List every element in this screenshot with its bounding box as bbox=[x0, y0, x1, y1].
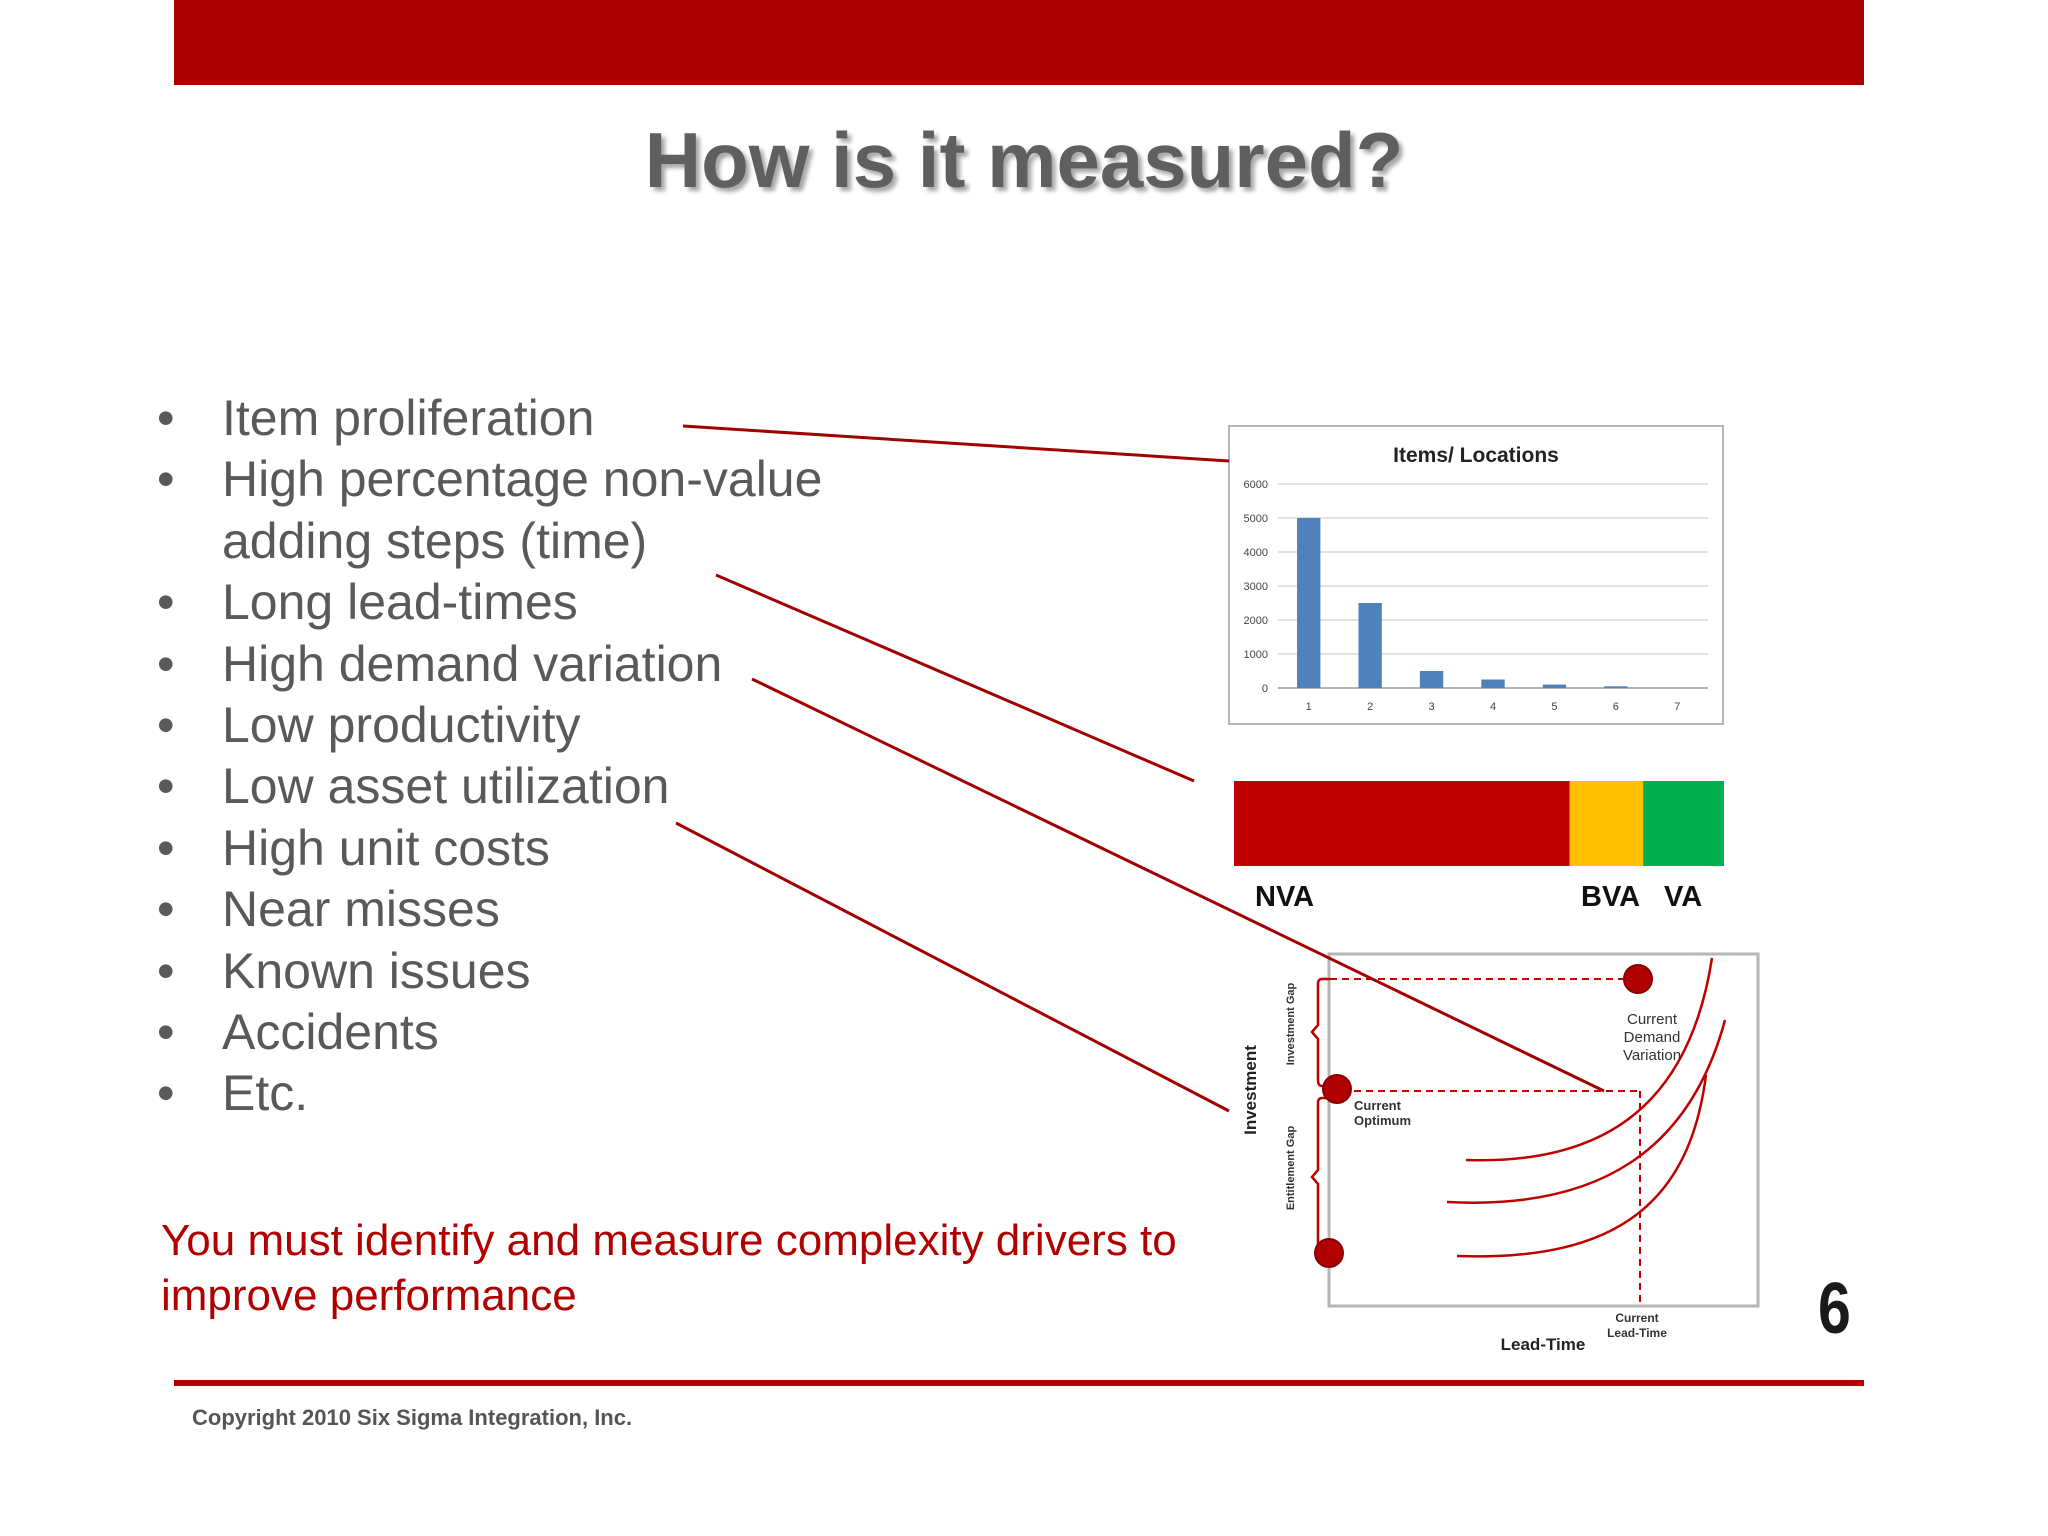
entitlement-dot bbox=[1315, 1239, 1343, 1267]
slide-title: How is it measured? bbox=[644, 116, 1404, 204]
takeaway-text: You must identify and measure complexity drivers to improve performance bbox=[161, 1216, 1177, 1320]
connector-asset-utilization bbox=[676, 823, 1229, 1111]
chart-xtick-label: 2 bbox=[1367, 701, 1374, 713]
bullet-text: Low productivity bbox=[222, 697, 581, 754]
value-bar-segment-va bbox=[1643, 781, 1724, 866]
entitlement-gap-bracket bbox=[1312, 1098, 1330, 1253]
chart-bar bbox=[1604, 686, 1627, 688]
label-line: Current bbox=[1354, 1098, 1401, 1113]
investment-gap-bracket bbox=[1312, 979, 1330, 1086]
chart-ytick-label: 4000 bbox=[1243, 547, 1268, 559]
investment-gap-label: Investment Gap bbox=[1285, 982, 1297, 1066]
current-demand-variation-dot bbox=[1624, 965, 1652, 993]
bullet-dot: • bbox=[157, 942, 175, 999]
chart-ytick-label: 2000 bbox=[1243, 615, 1268, 627]
bullet-text: Long lead-times bbox=[222, 574, 578, 631]
bullet-text: Near misses bbox=[222, 881, 500, 938]
bullet-text: High percentage non-value adding steps (time) bbox=[222, 451, 823, 569]
chart-bar bbox=[1543, 685, 1566, 688]
label-line: Optimum bbox=[1354, 1113, 1412, 1128]
y-axis-label: Investment bbox=[1241, 1045, 1260, 1135]
label-line: Lead-Time bbox=[1607, 1326, 1667, 1340]
chart-bar bbox=[1420, 671, 1443, 688]
connector-non-value-steps bbox=[716, 575, 1194, 781]
value-bar bbox=[1234, 781, 1724, 866]
chart-ytick-label: 6000 bbox=[1243, 479, 1268, 491]
bullet-text: Known issues bbox=[222, 942, 531, 999]
bullet-dot: • bbox=[157, 451, 175, 508]
bullet-text: High unit costs bbox=[222, 819, 550, 876]
bullet-dot: • bbox=[157, 819, 175, 876]
chart-ytick-label: 3000 bbox=[1243, 581, 1268, 593]
chart-ytick-label: 1000 bbox=[1243, 649, 1268, 661]
value-bar-segment-bva bbox=[1570, 781, 1644, 866]
entitlement-gap-label: Entitlement Gap bbox=[1285, 1125, 1297, 1211]
chart-xtick-label: 6 bbox=[1612, 701, 1619, 713]
bva-label: BVA bbox=[1581, 881, 1641, 913]
bullet-dot: • bbox=[157, 390, 175, 446]
bullet-dot: • bbox=[157, 1065, 175, 1122]
tradeoff-diagram bbox=[1241, 954, 1758, 1354]
va-label: VA bbox=[1664, 881, 1703, 913]
bullet-text: Etc. bbox=[222, 1065, 309, 1122]
items-locations-chart bbox=[1229, 426, 1723, 724]
chart-xtick-label: 1 bbox=[1305, 701, 1312, 713]
page-number: 6 bbox=[1818, 1269, 1851, 1349]
bullet-dot: • bbox=[157, 1004, 175, 1061]
bullet-text: Accidents bbox=[222, 1004, 439, 1061]
connector-item-proliferation bbox=[683, 426, 1229, 461]
current-demand-variation-label bbox=[1623, 1011, 1681, 1064]
chart-bar bbox=[1297, 518, 1320, 688]
bullet-text: Low asset utilization bbox=[222, 758, 670, 815]
bullet-dot: • bbox=[157, 635, 175, 692]
label-line: Variation bbox=[1622, 1047, 1682, 1064]
chart-ytick-label: 5000 bbox=[1243, 513, 1268, 525]
bullet-dot: • bbox=[157, 881, 175, 938]
footer-rule bbox=[174, 1380, 1864, 1386]
copyright-text: Copyright 2010 Six Sigma Integration, Inc. bbox=[192, 1405, 633, 1430]
label-line: Demand bbox=[1623, 1029, 1681, 1046]
x-axis-label: Lead-Time bbox=[1500, 1335, 1586, 1354]
bullet-text: Item proliferation bbox=[222, 390, 595, 446]
chart-title: Items/ Locations bbox=[1393, 444, 1559, 467]
bullet-dot: • bbox=[157, 697, 175, 754]
chart-bar bbox=[1358, 603, 1381, 688]
chart-xtick-label: 3 bbox=[1428, 701, 1435, 713]
label-line: Current bbox=[1626, 1011, 1678, 1028]
chart-xtick-label: 7 bbox=[1674, 701, 1681, 713]
bullet-dot: • bbox=[157, 574, 175, 631]
chart-bar bbox=[1481, 680, 1504, 689]
chart-ytick-label: 0 bbox=[1261, 683, 1268, 695]
current-lead-time-label bbox=[1607, 1311, 1667, 1340]
chart-xtick-label: 5 bbox=[1551, 701, 1558, 713]
connector-demand-variation bbox=[752, 679, 1604, 1091]
current-optimum-dot bbox=[1323, 1075, 1351, 1103]
bullet-text: High demand variation bbox=[222, 635, 723, 692]
bullet-dot: • bbox=[157, 758, 175, 815]
chart-xtick-label: 4 bbox=[1489, 701, 1497, 713]
nva-label: NVA bbox=[1255, 881, 1315, 913]
label-line: Current bbox=[1615, 1311, 1659, 1325]
value-bar-segment-nva bbox=[1234, 781, 1570, 866]
